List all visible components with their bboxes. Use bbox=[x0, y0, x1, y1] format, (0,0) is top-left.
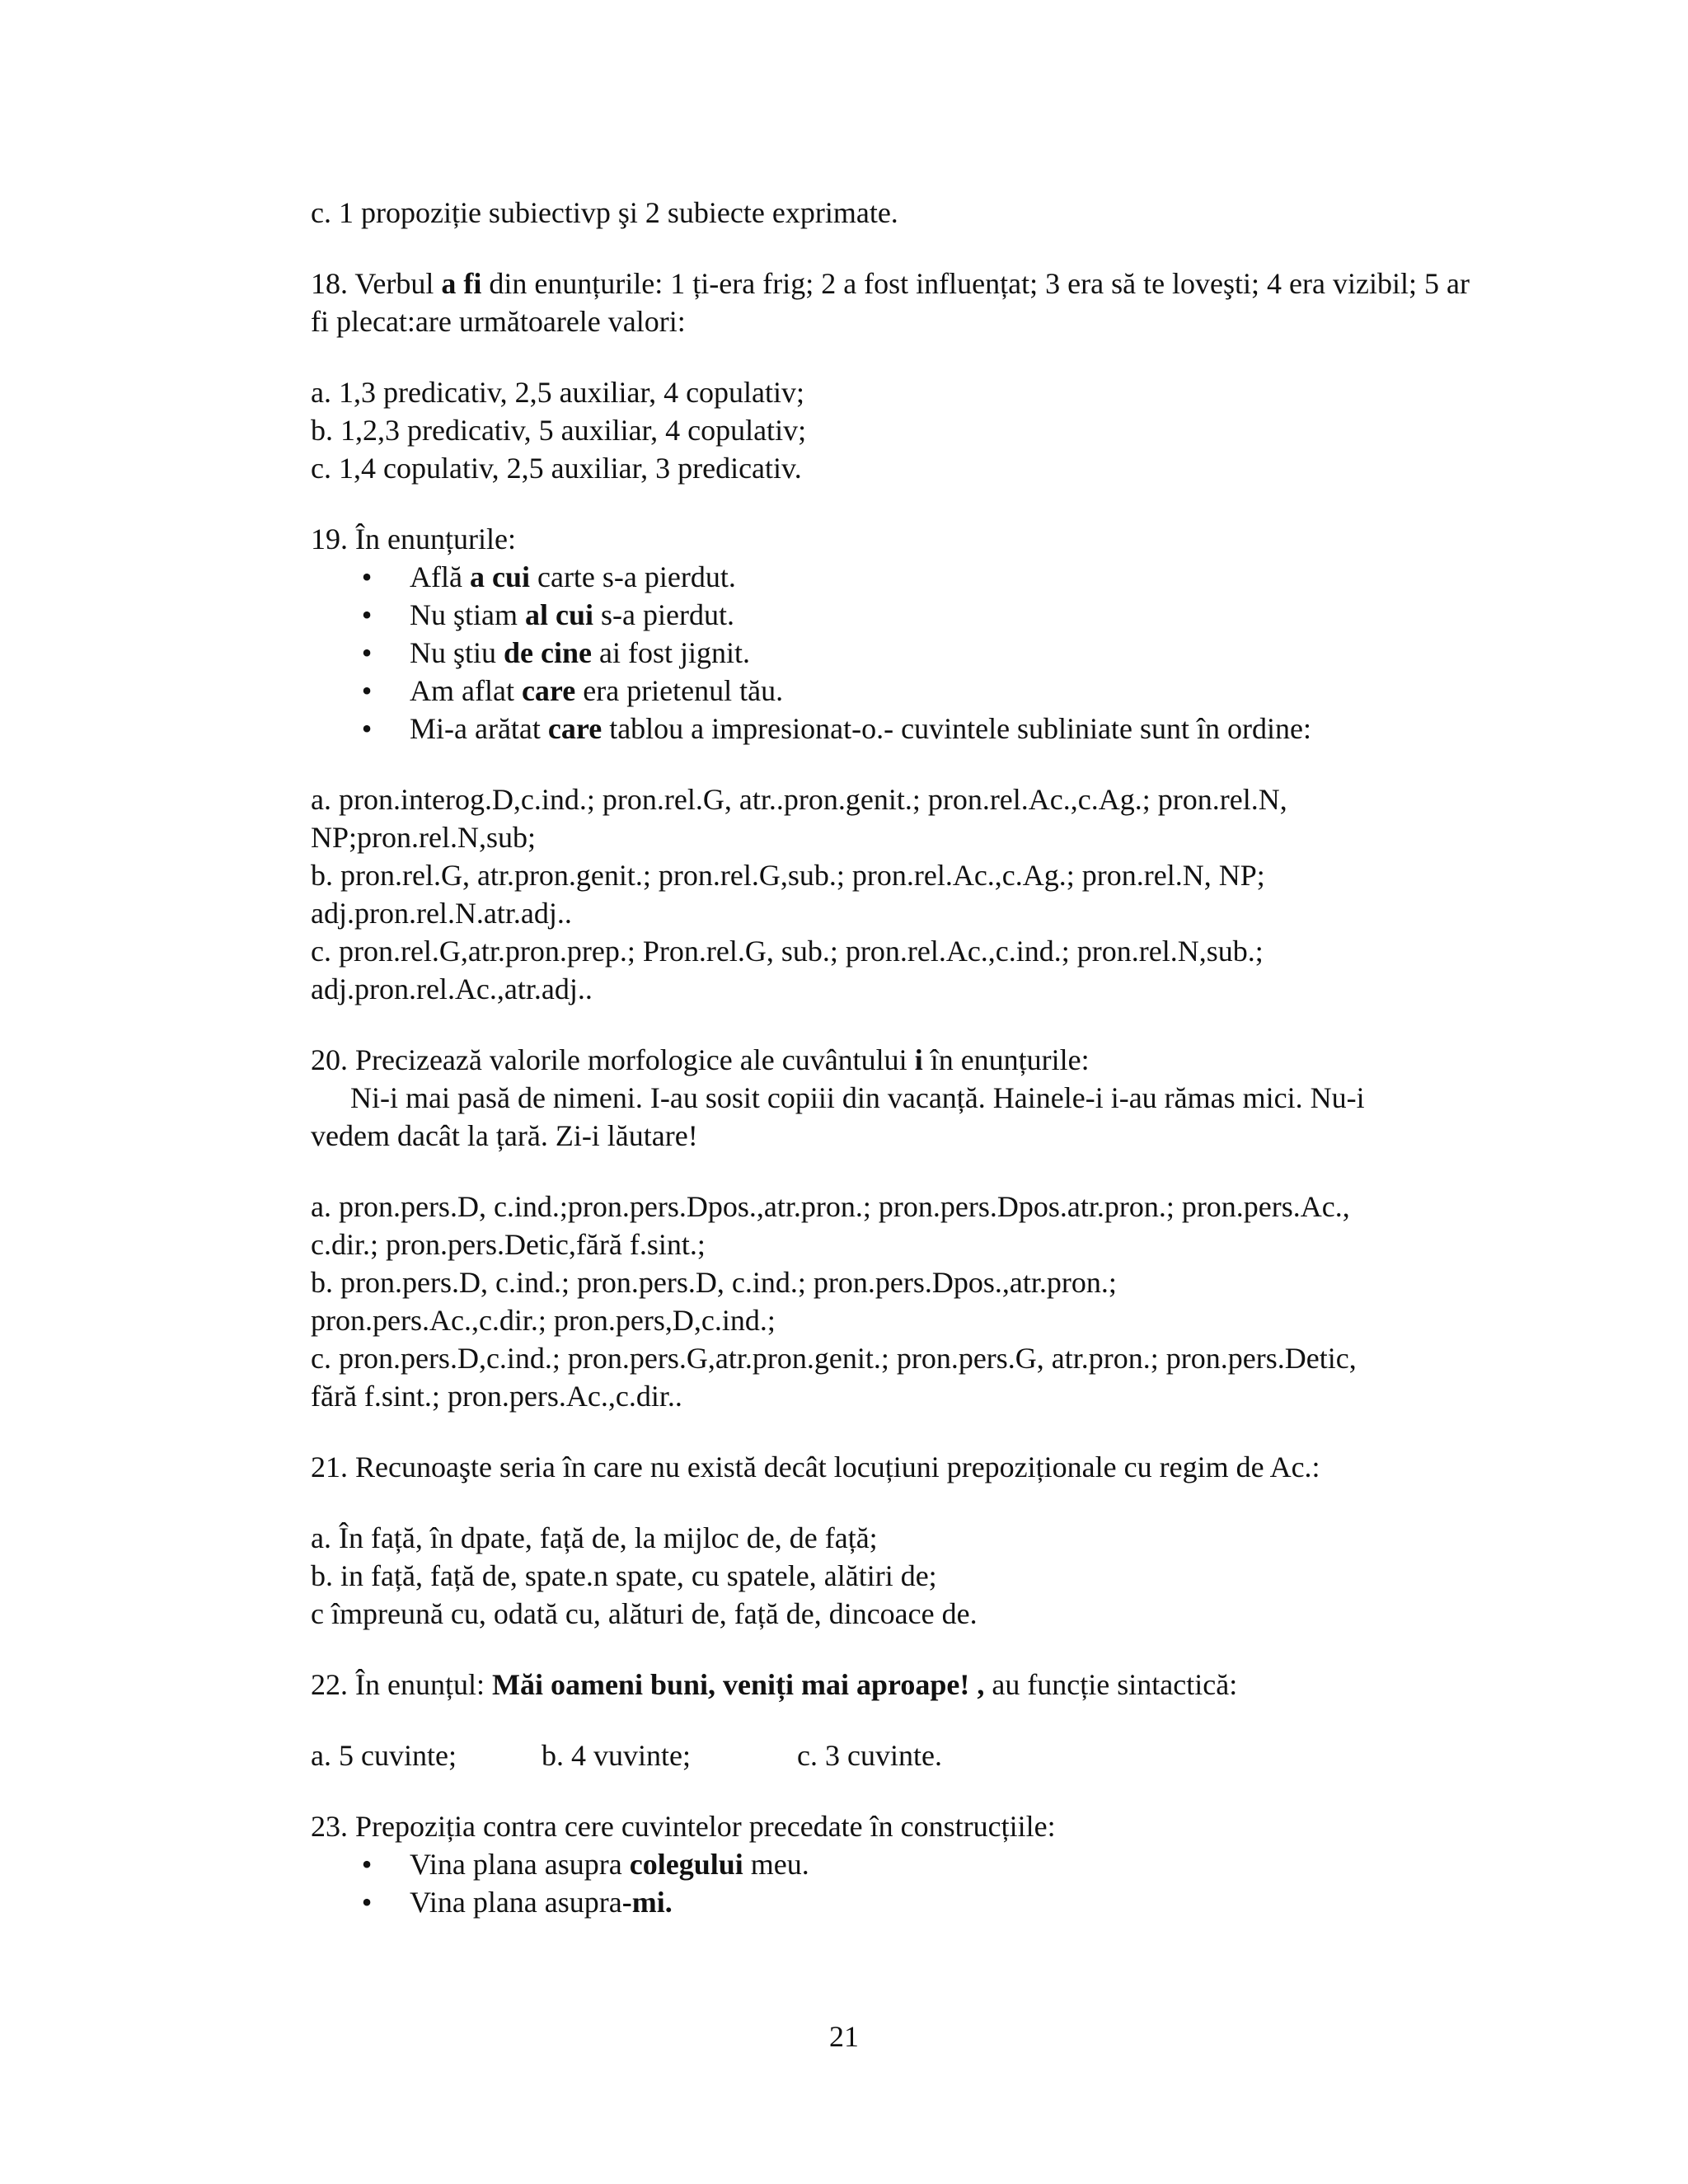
bullet-icon: • bbox=[361, 712, 373, 745]
question-21-option-a: a. În față, în dpate, față de, la mijloc de, de față; bbox=[311, 1521, 878, 1554]
list-item: • Nu ştiam al cui s-a pierdut. bbox=[357, 596, 1481, 634]
bullet-icon: • bbox=[361, 674, 373, 707]
bullet-icon: • bbox=[361, 598, 373, 631]
question-20-option-b-cont: pron.pers.Ac.,c.dir.; pron.pers,D,c.ind.; bbox=[311, 1304, 776, 1337]
question-19-option-a: a. pron.interog.D,c.ind.; pron.rel.G, atr..pron.genit.; pron.rel.Ac.,c.Ag.; pron.rel.N, bbox=[311, 783, 1287, 816]
question-20-option-c: c. pron.pers.D,c.ind.; pron.pers.G,atr.pron.genit.; pron.pers.G, atr.pron.; pron.pers.Detic, bbox=[311, 1342, 1357, 1375]
document-body bbox=[311, 194, 1481, 1921]
question-19-option-c: c. pron.rel.G,atr.pron.prep.; Pron.rel.G, sub.; pron.rel.Ac.,c.ind.; pron.rel.N,sub.; bbox=[311, 935, 1264, 968]
question-18-option-a: a. 1,3 predicativ, 2,5 auxiliar, 4 copulativ; bbox=[311, 376, 805, 409]
question-23: 23. Prepoziția contra cere cuvintelor precedate în construcțiile: bbox=[311, 1810, 1056, 1843]
question-23-examples bbox=[311, 1845, 1481, 1921]
line-continuation: c. 1 propoziție subiectivp şi 2 subiecte exprimate. bbox=[311, 196, 898, 229]
question-22-option-a: a. 5 cuvinte; bbox=[311, 1739, 457, 1772]
question-21: 21. Recunoaşte seria în care nu există decât locuțiuni prepoziționale cu regim de Ac.: bbox=[311, 1451, 1320, 1483]
question-21-option-b: b. in față, față de, spate.n spate, cu spatele, alătiri de; bbox=[311, 1559, 937, 1592]
list-item: • Vina plana asupra colegului meu. bbox=[357, 1845, 1481, 1883]
question-19-option-b-cont: adj.pron.rel.N.atr.adj.. bbox=[311, 897, 572, 930]
list-item: • Vina plana asupra-mi. bbox=[357, 1883, 1481, 1921]
question-22: 22. În enunțul: Măi oameni buni, veniți mai aproape! , au funcție sintactică: bbox=[311, 1668, 1238, 1701]
question-19-option-b: b. pron.rel.G, atr.pron.genit.; pron.rel.G,sub.; pron.rel.Ac.,c.Ag.; pron.rel.N, NP; bbox=[311, 859, 1265, 892]
question-18-text: 18. Verbul bbox=[311, 267, 442, 300]
question-19-option-c-cont: adj.pron.rel.Ac.,atr.adj.. bbox=[311, 972, 593, 1005]
question-20-option-a: a. pron.pers.D, c.ind.;pron.pers.Dpos.,atr.pron.; pron.pers.Dpos.atr.pron.; pron.pers.Ac., bbox=[311, 1190, 1350, 1223]
question-18-bold: a fi bbox=[441, 267, 482, 300]
list-item: • Mi-a arătat care tablou a impresionat-o.- cuvintele subliniate sunt în ordine: bbox=[357, 710, 1481, 748]
bullet-icon: • bbox=[361, 1886, 373, 1919]
question-20-text: Ni-i mai pasă de nimeni. I-au sosit copiii din vacanță. Hainele-i i-au rămas mici. Nu-i bbox=[350, 1081, 1365, 1114]
question-21-option-c: c împreună cu, odată cu, alături de, față de, dincoace de. bbox=[311, 1597, 978, 1630]
bullet-icon: • bbox=[361, 560, 373, 593]
question-19-option-a-cont: NP;pron.rel.N,sub; bbox=[311, 821, 536, 854]
list-item: • Află a cui carte s-a pierdut. bbox=[357, 558, 1481, 596]
page-number: 21 bbox=[829, 2020, 859, 2053]
question-18-option-c: c. 1,4 copulativ, 2,5 auxiliar, 3 predicativ. bbox=[311, 452, 802, 485]
bullet-icon: • bbox=[361, 1848, 373, 1881]
question-19-examples bbox=[311, 558, 1481, 748]
question-20: 20. Precizează valorile morfologice ale cuvântului i în enunțurile: bbox=[311, 1043, 1090, 1076]
question-18 bbox=[311, 265, 1481, 340]
question-18-text-cont: din enunțurile: 1 ți-era frig; 2 a fost influențat; 3 era să te loveşti; 4 era vizibil; 5 ar fi plecat:are următoarele valori: bbox=[311, 267, 1470, 338]
question-20-option-b: b. pron.pers.D, c.ind.; pron.pers.D, c.ind.; pron.pers.Dpos.,atr.pron.; bbox=[311, 1266, 1117, 1299]
question-18-option-b: b. 1,2,3 predicativ, 5 auxiliar, 4 copulativ; bbox=[311, 414, 807, 447]
question-22-option-c: c. 3 cuvinte. bbox=[797, 1739, 942, 1772]
question-20-text-cont: vedem dacât la țară. Zi-i lăutare! bbox=[311, 1119, 698, 1152]
list-item: • Nu ştiu de cine ai fost jignit. bbox=[357, 634, 1481, 672]
list-item: • Am aflat care era prietenul tău. bbox=[357, 672, 1481, 710]
question-22-option-b: b. 4 vuvinte; bbox=[542, 1739, 691, 1772]
question-22-options bbox=[311, 1736, 1481, 1774]
bullet-icon: • bbox=[361, 636, 373, 669]
question-20-option-a-cont: c.dir.; pron.pers.Detic,fără f.sint.; bbox=[311, 1228, 706, 1261]
question-19: 19. În enunțurile: bbox=[311, 523, 516, 555]
question-20-option-c-cont: fără f.sint.; pron.pers.Ac.,c.dir.. bbox=[311, 1380, 682, 1413]
